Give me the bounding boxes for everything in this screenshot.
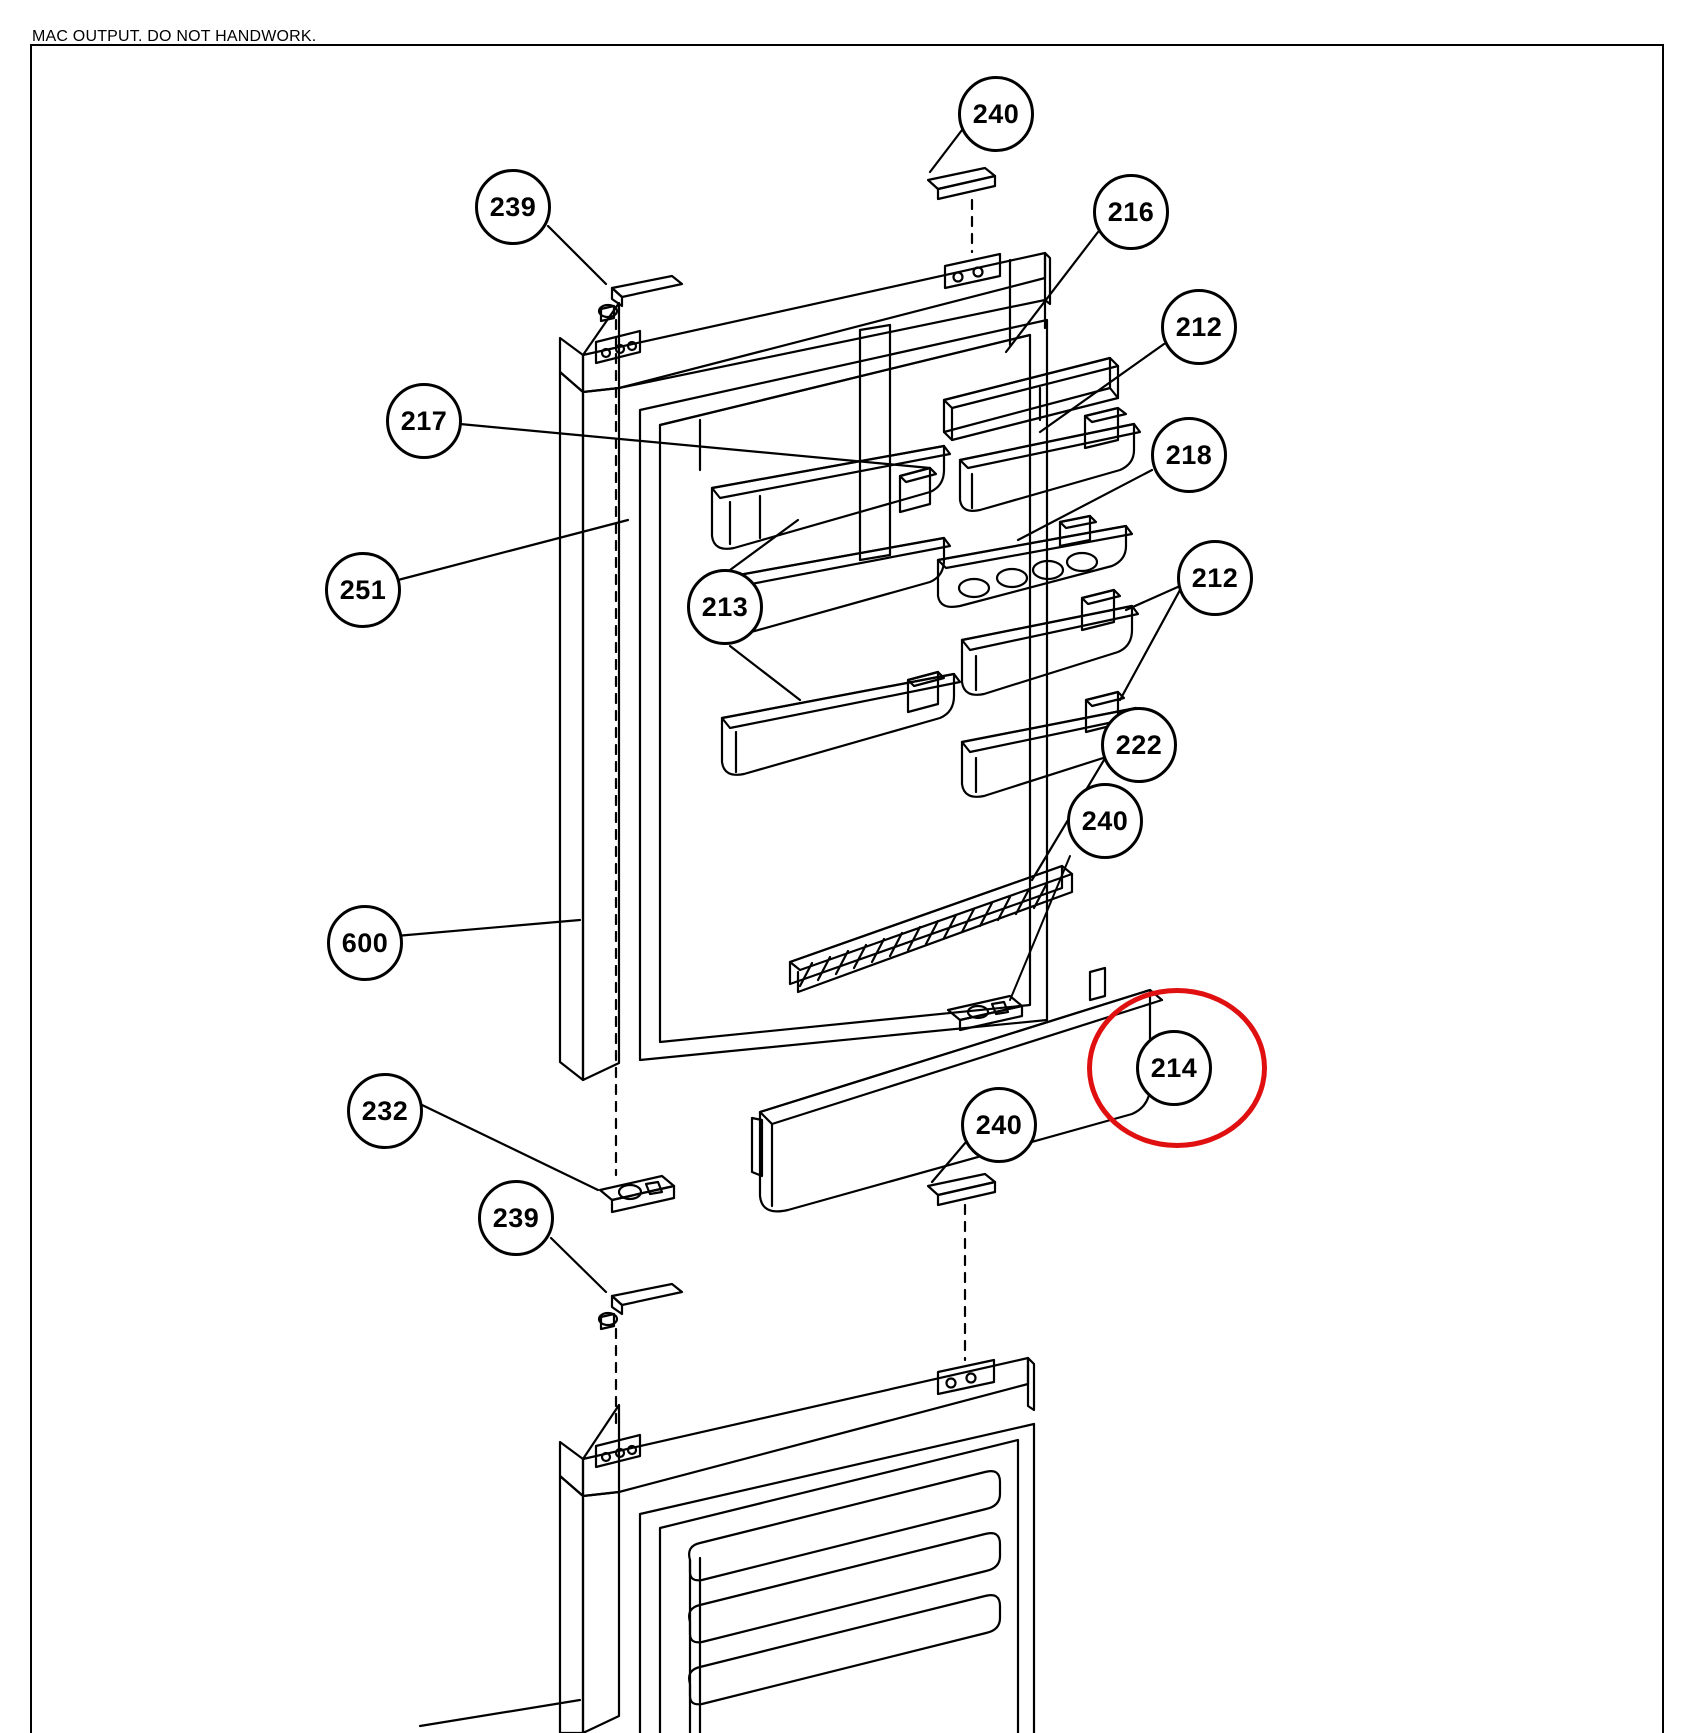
callout-222 [1101, 707, 1177, 783]
callout-label: 239 [492, 1202, 540, 1233]
door-side-face [560, 372, 583, 1080]
part-239-lower [612, 1284, 682, 1305]
part-212-middle [962, 590, 1138, 695]
callout-212-lower [1177, 540, 1253, 616]
callout-label: 213 [701, 591, 749, 622]
part-217-shelf [712, 446, 950, 549]
callout-label: 240 [975, 1109, 1023, 1140]
callout-label: 251 [339, 574, 387, 605]
lower-door-edge [583, 1492, 619, 1733]
callout-213 [687, 569, 763, 645]
callout-label: 212 [1191, 562, 1239, 593]
callout-label: 222 [1115, 729, 1163, 760]
callout-239-lower [478, 1180, 554, 1256]
callout-240-top [958, 76, 1034, 152]
callout-218 [1151, 417, 1227, 493]
mac-output-note: MAC OUTPUT. DO NOT HANDWORK. [32, 28, 317, 45]
door-top-face [583, 253, 1045, 388]
callout-216 [1093, 174, 1169, 250]
part-239-upper [612, 276, 682, 297]
callout-240-lower [961, 1087, 1037, 1163]
door-edge-outer [583, 388, 619, 1080]
callout-214 [1136, 1030, 1212, 1106]
part-212-upper [960, 408, 1140, 511]
callout-232 [347, 1073, 423, 1149]
callout-label: 214 [1150, 1052, 1198, 1083]
callout-label: 218 [1165, 439, 1213, 470]
part-232-fastener [600, 1176, 674, 1212]
callout-label: 239 [489, 191, 537, 222]
door-liner-inner [660, 335, 1030, 1042]
callout-600 [327, 905, 403, 981]
callout-label: 232 [361, 1095, 409, 1126]
callout-label: 212 [1175, 311, 1223, 342]
callout-239-upper [475, 169, 551, 245]
callout-label: 217 [400, 405, 448, 436]
part-213-lower-shelf [722, 672, 960, 775]
callout-212-upper [1161, 289, 1237, 365]
callout-label: 240 [1081, 805, 1129, 836]
callout-label: 240 [972, 98, 1020, 129]
callout-240-middle [1067, 783, 1143, 859]
callout-251 [325, 552, 401, 628]
callout-label: 600 [341, 927, 389, 958]
callout-label: 216 [1107, 196, 1155, 227]
callout-217 [386, 383, 462, 459]
